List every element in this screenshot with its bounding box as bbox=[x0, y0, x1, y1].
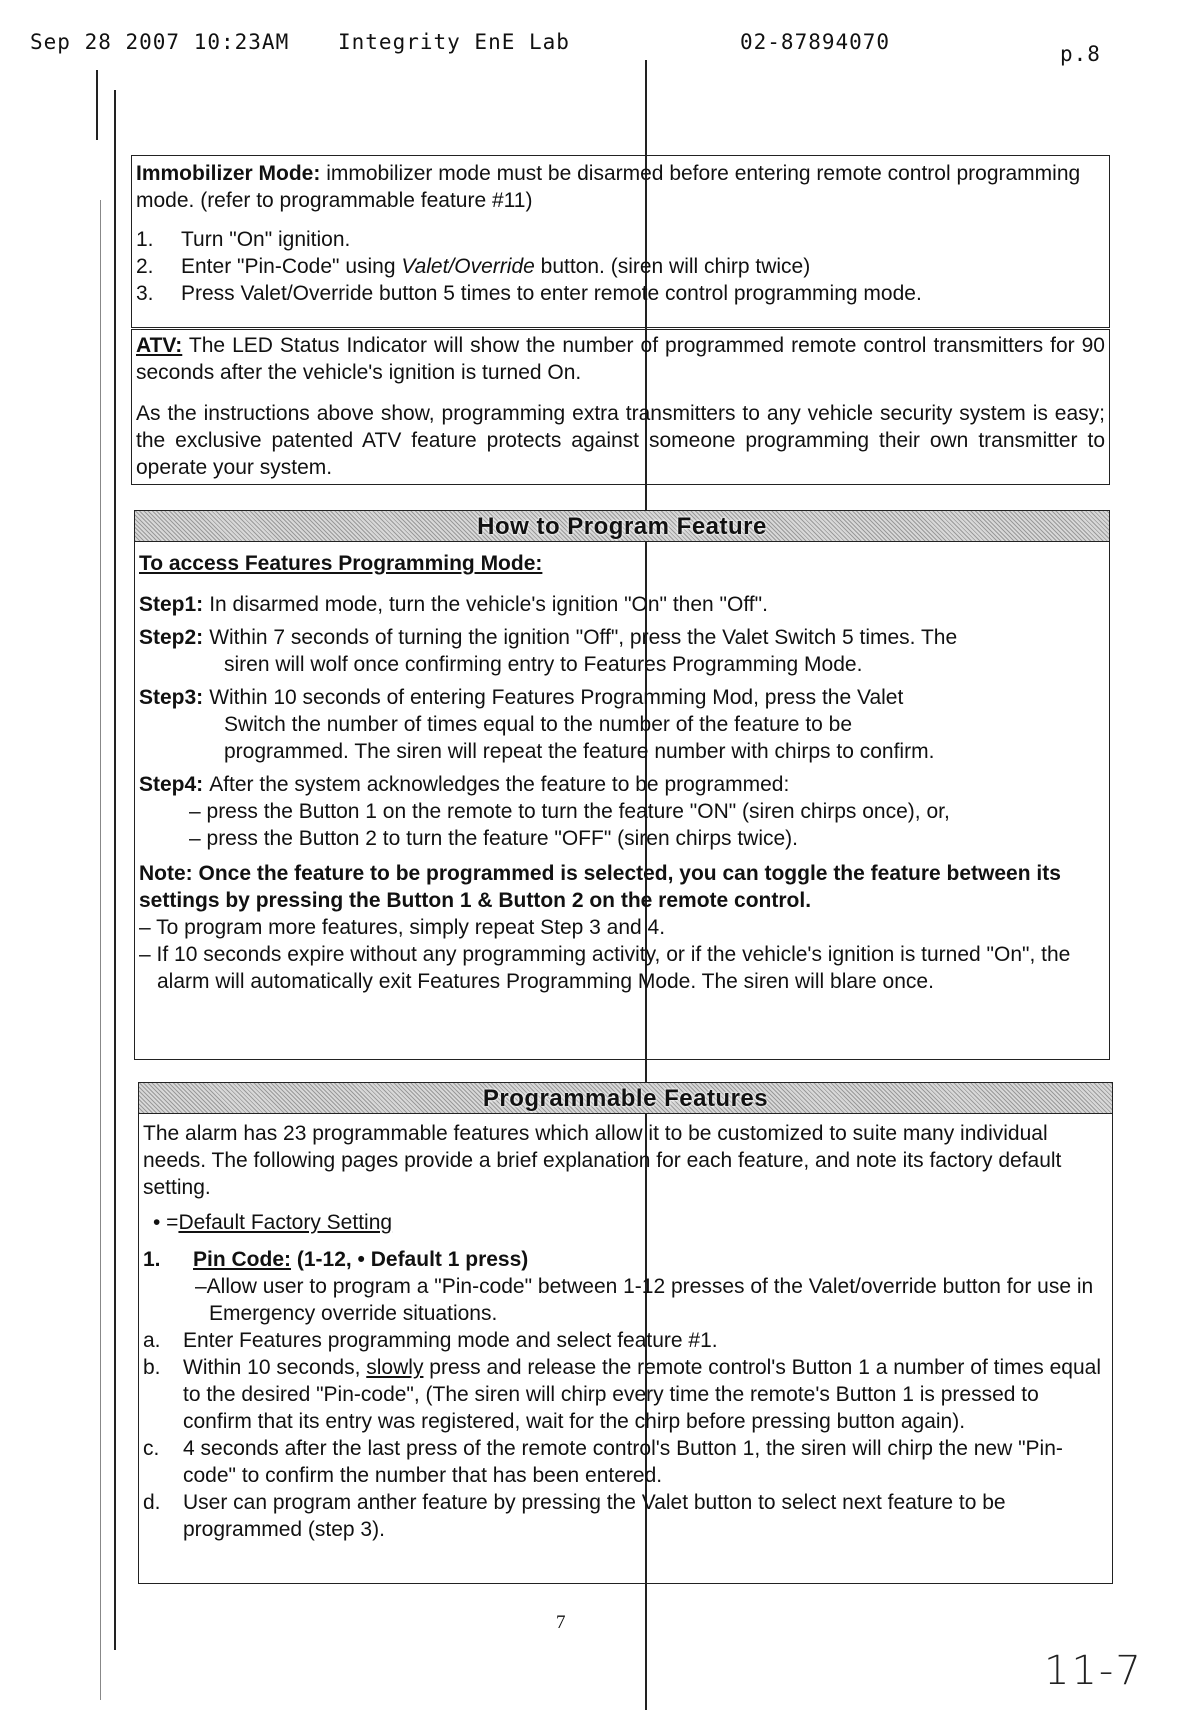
step-text: In disarmed mode, turn the vehicle's ignition "On" then "Off". bbox=[209, 593, 768, 616]
step-text-part: button. (siren will chirp twice) bbox=[534, 255, 811, 278]
how-to-note: Note: Once the feature to be programmed is selected, you can toggle the feature between its settings by pressing the Button 1 & Button 2 on the remote control. bbox=[139, 862, 1061, 912]
step-number: 1. bbox=[136, 228, 154, 251]
atv-paragraph bbox=[136, 332, 1105, 386]
feature-number: 1. bbox=[143, 1248, 161, 1271]
list-item bbox=[136, 226, 1105, 253]
list-item bbox=[143, 1435, 1108, 1489]
step-text: programmed. The siren will repeat the feature number with chirps to confirm. bbox=[224, 740, 935, 763]
step-text: siren will wolf once confirming entry to Features Programming Mode. bbox=[224, 653, 863, 676]
fax-phone: 02-87894070 bbox=[740, 30, 891, 54]
step-4 bbox=[139, 771, 1105, 852]
step-text bbox=[181, 253, 810, 280]
step-2 bbox=[139, 624, 1105, 678]
scan-line bbox=[96, 70, 98, 140]
feature-description: –Allow user to program a "Pin-code" between 1-12 presses of the Valet/override button for use in Emergency override situations. bbox=[195, 1275, 1094, 1325]
item-text-underlined: slowly bbox=[366, 1356, 424, 1379]
list-item bbox=[143, 1354, 1108, 1435]
atv-label: ATV: bbox=[136, 334, 183, 357]
step-number: 3. bbox=[136, 282, 154, 305]
how-to-bullet: – If 10 seconds expire without any programming activity, or if the vehicle's ignition is turned "On", the alarm will automatically exit Features Programming Mode. The siren will blare once. bbox=[139, 943, 1071, 993]
step-text: – press the Button 2 to turn the feature "OFF" (siren chirps twice). bbox=[189, 827, 798, 850]
immobilizer-steps bbox=[136, 226, 1105, 307]
list-item bbox=[143, 1327, 1108, 1354]
step-number: 2. bbox=[136, 255, 154, 278]
default-legend-text: Default Factory Setting bbox=[178, 1211, 393, 1234]
how-to-subtitle: To access Features Programming Mode: bbox=[139, 552, 543, 575]
how-to-bullet: – To program more features, simply repeat Step 3 and 4. bbox=[139, 916, 666, 939]
step-text-italic: Valet/Override bbox=[401, 255, 535, 278]
how-to-banner bbox=[135, 511, 1109, 542]
list-item bbox=[136, 253, 1105, 280]
list-item bbox=[143, 1489, 1108, 1543]
item-text: 4 seconds after the last press of the remote control's Button 1, the siren will chirp the new "Pin-code" to confirm the number that has been entered. bbox=[183, 1437, 1063, 1487]
bullet-icon: • = bbox=[153, 1211, 179, 1234]
item-letter: c. bbox=[143, 1437, 160, 1460]
item-letter: b. bbox=[143, 1356, 161, 1379]
list-item bbox=[136, 280, 1105, 307]
feature-title: Pin Code: bbox=[193, 1248, 291, 1271]
step-text: Within 10 seconds of entering Features Programming Mod, press the Valet bbox=[209, 686, 904, 709]
programmable-banner bbox=[139, 1083, 1112, 1114]
handwritten-note: 11-7 bbox=[1044, 1648, 1143, 1694]
feature-range: (1-12, • Default 1 press) bbox=[296, 1248, 529, 1271]
step-text: – press the Button 1 on the remote to turn the feature "ON" (siren chirps once), or, bbox=[189, 800, 950, 823]
default-legend bbox=[143, 1209, 1108, 1236]
item-text: User can program anther feature by pressing the Valet button to select next feature to be programmed (step 3). bbox=[183, 1491, 1006, 1541]
item-letter: d. bbox=[143, 1491, 161, 1514]
how-to-banner-title: How to Program Feature bbox=[477, 512, 767, 540]
step-label: Step1: bbox=[139, 593, 204, 616]
feature-1-heading bbox=[143, 1246, 1108, 1273]
item-text-part: Within 10 seconds, bbox=[183, 1356, 367, 1379]
programmable-banner-title: Programmable Features bbox=[482, 1084, 769, 1112]
item-text bbox=[183, 1354, 1108, 1435]
step-text: Switch the number of times equal to the number of the feature to be bbox=[224, 713, 853, 736]
scan-line bbox=[100, 200, 101, 1700]
immobilizer-intro bbox=[136, 160, 1105, 214]
atv-text: The LED Status Indicator will show the number of programmed remote control transmitters for 90 seconds after the vehicle's ignition is turned On. bbox=[136, 334, 1105, 384]
step-label: Step2: bbox=[139, 626, 204, 649]
step-1 bbox=[139, 591, 1105, 618]
how-to-program-box bbox=[134, 510, 1110, 1060]
step-3 bbox=[139, 684, 1105, 765]
step-text: After the system acknowledges the feature to be programmed: bbox=[209, 773, 790, 796]
fax-sender: Integrity EnE Lab bbox=[338, 30, 570, 54]
programmable-intro: The alarm has 23 programmable features which allow it to be customized to suite many individual needs. The following pages provide a brief explanation for each feature, and note its factory default setting. bbox=[143, 1122, 1062, 1199]
immobilizer-label: Immobilizer Mode: bbox=[136, 162, 321, 185]
step-label: Step4: bbox=[139, 773, 204, 796]
scan-line bbox=[114, 90, 116, 1650]
page-number: 7 bbox=[556, 1612, 566, 1633]
step-label: Step3: bbox=[139, 686, 204, 709]
immobilizer-text: immobilizer mode must be disarmed before entering remote control programming mode. (refer to programmable feature #11) bbox=[136, 162, 1081, 212]
step-text-part: Enter "Pin-Code" using bbox=[181, 255, 402, 278]
fax-date: Sep 28 2007 10:23AM bbox=[30, 30, 290, 54]
atv-box bbox=[131, 329, 1110, 485]
item-text-part: press and release the remote control's Button 1 a number of times equal to the desired "Pin-code", (The siren will chirp every time the remote's Button 1 is pressed to confirm that its entry was registered, wait for the chirp before pressing button again). bbox=[183, 1356, 1102, 1433]
immobilizer-box bbox=[131, 155, 1110, 328]
step-text: Turn "On" ignition. bbox=[181, 228, 351, 251]
item-text: Enter Features programming mode and select feature #1. bbox=[183, 1329, 718, 1352]
item-letter: a. bbox=[143, 1329, 161, 1352]
step-text: Press Valet/Override button 5 times to enter remote control programming mode. bbox=[181, 282, 922, 305]
fax-page: p.8 bbox=[1060, 42, 1101, 66]
step-text: Within 7 seconds of turning the ignition "Off", press the Valet Switch 5 times. The bbox=[209, 626, 958, 649]
programmable-features-box bbox=[138, 1082, 1113, 1584]
atv-paragraph-2: As the instructions above show, programming extra transmitters to any vehicle security system is easy; the exclusive patented ATV feature protects against someone programming their own transmitter to operate your system. bbox=[136, 402, 1105, 479]
